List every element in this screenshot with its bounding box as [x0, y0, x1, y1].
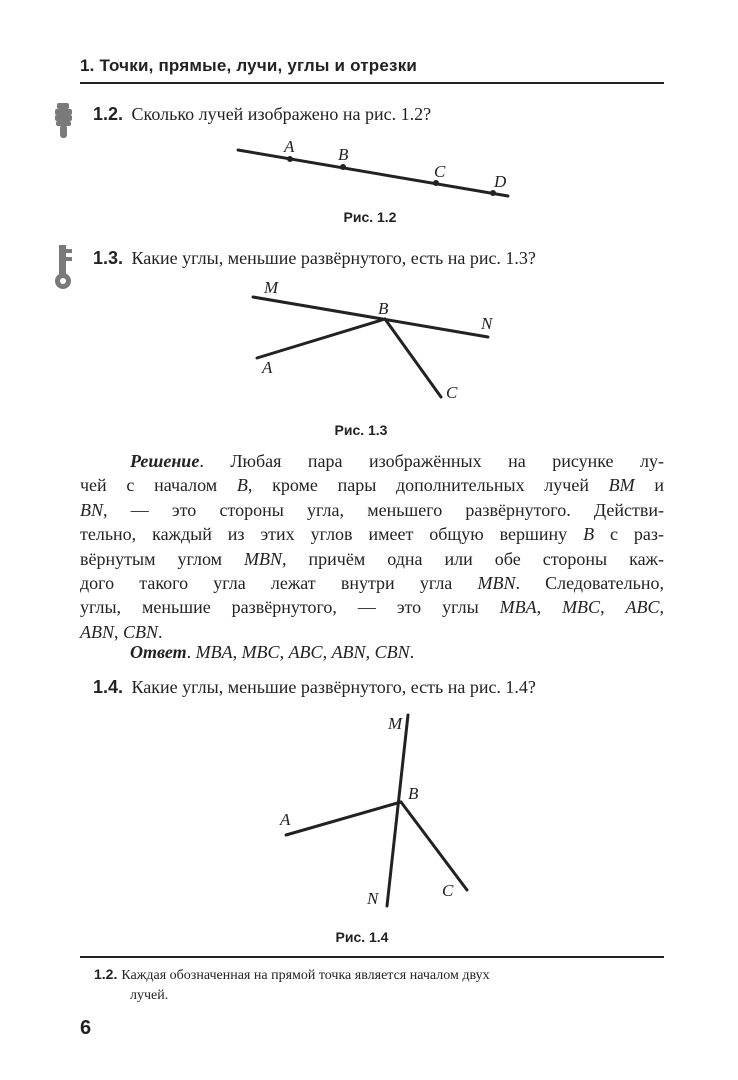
- solution-line: [80, 498, 664, 522]
- line-mn: [387, 715, 408, 906]
- math-term: ABC: [288, 642, 323, 662]
- label-n: N: [367, 889, 379, 908]
- label-c: C: [442, 881, 454, 900]
- ray-ba: [286, 802, 401, 835]
- solution-line: [80, 620, 664, 644]
- label-a: A: [284, 137, 295, 156]
- label-d: D: [494, 172, 507, 191]
- text-run: . Следовательно,: [515, 573, 664, 594]
- pointing-hand-icon: [54, 103, 74, 139]
- math-term: CBN: [123, 621, 159, 642]
- text-run: ,: [232, 642, 242, 662]
- label-c: C: [446, 383, 458, 402]
- text-run: чей с началом: [80, 475, 237, 496]
- solution-line: [80, 473, 664, 497]
- problem-text: Сколько лучей изображено на рис. 1.2?: [131, 104, 432, 124]
- math-term: BM: [608, 475, 635, 496]
- problem-1-4: [93, 677, 536, 698]
- solution-label: Решение: [130, 451, 200, 471]
- line-mn: [253, 297, 488, 337]
- label-b: B: [338, 145, 349, 164]
- solution-paragraph: [80, 449, 664, 644]
- label-b: B: [408, 784, 419, 803]
- text-run: ,: [536, 597, 563, 618]
- text-run: , — это стороны угла, меньшего развёрнутого. Действи-: [103, 499, 664, 520]
- math-term: B: [583, 524, 595, 545]
- figure-1-3: [240, 275, 520, 415]
- label-n: N: [481, 314, 493, 333]
- problem-1-2: [93, 104, 431, 125]
- footnote: [80, 964, 670, 1006]
- math-term: MBC: [241, 642, 280, 662]
- math-term: ABC: [625, 597, 660, 618]
- math-term: MBN: [477, 573, 516, 594]
- text-run: дого такого угла лежат внутри угла: [80, 573, 478, 594]
- solution-lines: [80, 449, 664, 644]
- math-term: CBN: [374, 642, 410, 662]
- text-run: ,: [600, 597, 626, 618]
- figure-line: [238, 150, 508, 196]
- label-m: M: [264, 278, 279, 297]
- math-term: BN: [80, 499, 104, 520]
- math-term: MBN: [244, 548, 283, 569]
- solution-line: [80, 547, 664, 571]
- figure-caption: Рис. 1.2: [343, 209, 397, 225]
- problem-number: 1.4.: [93, 677, 124, 697]
- ray-bc: [401, 802, 467, 890]
- text-run: . Любая пара изображённых на рисунке лу-: [199, 451, 664, 471]
- key-icon: [54, 245, 76, 291]
- page-number: 6: [80, 1017, 92, 1039]
- text-run: , кроме пары дополнительных лучей: [247, 475, 609, 496]
- label-m: M: [388, 714, 403, 733]
- problem-text: Какие углы, меньшие развёрнутого, есть на рис. 1.3?: [131, 248, 536, 268]
- text-run: ,: [365, 642, 375, 662]
- text-run: тельно, каждый из этих углов имеет общую вершину: [80, 524, 584, 545]
- problem-1-3: [93, 248, 536, 269]
- figure-1-2: [220, 135, 530, 205]
- footnote-text: Каждая обозначенная на прямой точка является началом двух: [121, 968, 490, 983]
- footnote-continuation: лучей.: [130, 988, 169, 1003]
- text-run: вёрнутым углом: [80, 548, 245, 569]
- text-run: углы, меньшие развёрнутого, — это углы: [80, 597, 500, 618]
- answer-line: [130, 642, 414, 663]
- text-run: .: [186, 642, 196, 662]
- ray-ba: [257, 319, 385, 358]
- page-header: 1. Точки, прямые, лучи, углы и отрезки: [80, 56, 418, 75]
- footnote-number: 1.2.: [94, 966, 118, 982]
- math-term: ABN: [80, 621, 114, 642]
- label-a: A: [280, 810, 291, 829]
- text-run: ,: [114, 621, 123, 642]
- ray-bc: [385, 319, 441, 397]
- label-c: C: [434, 162, 446, 181]
- math-term: MBA: [499, 597, 537, 618]
- math-term: MBA: [195, 642, 233, 662]
- point-b: [340, 164, 346, 170]
- problem-number: 1.2.: [93, 104, 124, 124]
- footnote-rule: [80, 956, 664, 958]
- text-run: .: [158, 621, 163, 642]
- math-term: B: [236, 475, 248, 496]
- solution-line: [80, 595, 664, 619]
- answer-label: Ответ: [130, 642, 187, 662]
- figure-caption: Рис. 1.3: [334, 422, 388, 438]
- figure-1-4: [270, 705, 480, 920]
- problem-text: Какие углы, меньшие развёрнутого, есть на рис. 1.4?: [131, 677, 536, 697]
- text-run: ,: [322, 642, 332, 662]
- text-run: ,: [659, 597, 665, 618]
- text-run: и: [634, 475, 664, 496]
- header-rule: [80, 82, 664, 84]
- label-a: A: [262, 358, 273, 377]
- problem-number: 1.3.: [93, 248, 124, 268]
- label-b: B: [378, 299, 389, 318]
- solution-line: [80, 571, 664, 595]
- solution-line: [80, 449, 664, 473]
- text-run: , причём одна или обе стороны каж-: [282, 548, 664, 569]
- text-run: ,: [279, 642, 289, 662]
- solution-line: [80, 522, 664, 546]
- point-a: [287, 156, 293, 162]
- text-run: с раз-: [594, 524, 664, 545]
- figure-caption: Рис. 1.4: [335, 929, 389, 945]
- text-run: .: [409, 642, 415, 662]
- answer-text: [187, 642, 415, 662]
- math-term: MBC: [562, 597, 601, 618]
- math-term: ABN: [331, 642, 366, 662]
